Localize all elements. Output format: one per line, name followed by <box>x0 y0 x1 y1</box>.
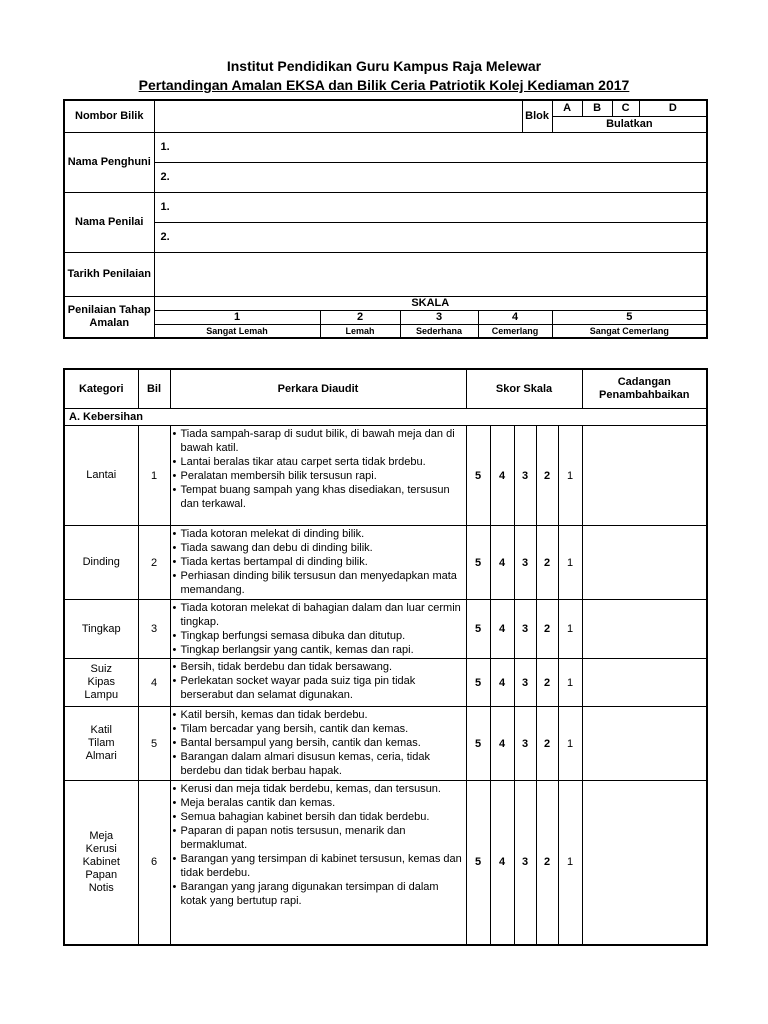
score-option-5[interactable]: 5 <box>466 526 490 600</box>
nombor-bilik-label: Nombor Bilik <box>64 100 154 132</box>
nama-penilai-label: Nama Penilai <box>64 192 154 252</box>
bil-cell: 1 <box>138 426 170 526</box>
bil-cell: 6 <box>138 781 170 945</box>
cadangan-field[interactable] <box>582 659 707 707</box>
cadangan-field[interactable] <box>582 707 707 781</box>
skor-header: Skor Skala <box>466 369 582 409</box>
table-row <box>64 707 707 781</box>
score-option-4[interactable]: 4 <box>490 707 514 781</box>
score-option-2[interactable]: 2 <box>536 426 558 526</box>
score-option-1[interactable]: 1 <box>558 707 582 781</box>
tarikh-penilaian-field[interactable] <box>154 252 707 296</box>
score-option-4[interactable]: 4 <box>490 659 514 707</box>
score-option-3[interactable]: 3 <box>514 781 536 945</box>
document-title: Institut Pendidikan Guru Kampus Raja Melewar <box>226 58 542 74</box>
block-option-c[interactable]: C <box>612 100 639 116</box>
audit-item: • Paparan di papan notis tersusun, menarik dan bermaklumat. <box>175 824 464 852</box>
scale-label-1: Sangat Lemah <box>154 324 320 338</box>
audit-items-cell <box>170 526 466 600</box>
category-cell: Katil Tilam Almari <box>64 707 138 781</box>
score-option-1[interactable]: 1 <box>558 526 582 600</box>
scale-label-5: Sangat Cemerlang <box>552 324 707 338</box>
audit-item: • Lantai beralas tikar atau carpet serta tidak brdebu. <box>175 455 464 469</box>
audit-item: • Barangan dalam almari disusun kemas, ceria, tidak berdebu dan tidak berbau hapak. <box>175 750 464 778</box>
cadangan-header: Cadangan Penambahbaikan <box>582 369 707 409</box>
block-option-a[interactable]: A <box>552 100 582 116</box>
audit-item: • Barangan yang tersimpan di kabinet tersusun, kemas dan tidak berdebu. <box>175 852 464 880</box>
score-option-2[interactable]: 2 <box>536 526 558 600</box>
audit-item: • Tiada kotoran melekat di bahagian dalam dan luar cermin tingkap. <box>175 601 464 629</box>
score-option-1[interactable]: 1 <box>558 781 582 945</box>
score-option-1[interactable]: 1 <box>558 600 582 659</box>
score-option-2[interactable]: 2 <box>536 707 558 781</box>
audit-items-cell <box>170 426 466 526</box>
audit-item: • Perlekatan socket wayar pada suiz tiga pin tidak berserabut dan selamat digunakan. <box>175 674 464 702</box>
category-cell: Suiz Kipas Lampu <box>64 659 138 707</box>
number-label: 1. <box>160 141 170 153</box>
scale-number-3: 3 <box>400 310 478 324</box>
score-option-1[interactable]: 1 <box>558 426 582 526</box>
audit-item: • Semua bahagian kabinet bersih dan tidak berdebu. <box>175 810 464 824</box>
audit-item: • Tingkap berfungsi semasa dibuka dan ditutup. <box>175 629 464 643</box>
nama-penghuni-label: Nama Penghuni <box>64 132 154 192</box>
category-cell: Dinding <box>64 526 138 600</box>
audit-item: • Kerusi dan meja tidak berdebu, kemas, dan tersusun. <box>175 782 464 796</box>
bil-cell: 3 <box>138 600 170 659</box>
score-option-5[interactable]: 5 <box>466 781 490 945</box>
audit-items-cell <box>170 659 466 707</box>
number-label: 2. <box>160 231 170 243</box>
penilaian-tahap-label: Penilaian Tahap Amalan <box>64 296 154 338</box>
header-form-table <box>63 99 708 339</box>
audit-item: • Tingkap berlangsir yang cantik, kemas dan rapi. <box>175 643 464 657</box>
block-option-b[interactable]: B <box>582 100 612 116</box>
cadangan-field[interactable] <box>582 526 707 600</box>
audit-item: • Tiada sampah-sarap di sudut bilik, di bawah meja dan di bawah katil. <box>175 427 464 455</box>
scale-label-4: Cemerlang <box>478 324 552 338</box>
score-option-3[interactable]: 3 <box>514 526 536 600</box>
score-option-5[interactable]: 5 <box>466 426 490 526</box>
audit-table <box>63 368 708 946</box>
document-subtitle: Pertandingan Amalan EKSA dan Bilik Ceria Patriotik Kolej Kediaman 2017 <box>138 77 630 93</box>
cadangan-field[interactable] <box>582 426 707 526</box>
tarikh-penilaian-label: Tarikh Penilaian <box>64 252 154 296</box>
penghuni-field-2[interactable] <box>154 162 707 192</box>
cadangan-field[interactable] <box>582 600 707 659</box>
scale-label-3: Sederhana <box>400 324 478 338</box>
scale-number-1: 1 <box>154 310 320 324</box>
block-option-d[interactable]: D <box>639 100 707 116</box>
audit-item: • Bersih, tidak berdebu dan tidak bersawang. <box>175 660 464 674</box>
number-label: 2. <box>160 171 170 183</box>
table-row <box>64 781 707 945</box>
audit-item: • Meja beralas cantik dan kemas. <box>175 796 464 810</box>
audit-item: • Peralatan membersih bilik tersusun rapi. <box>175 469 464 483</box>
score-option-4[interactable]: 4 <box>490 600 514 659</box>
bil-cell: 4 <box>138 659 170 707</box>
table-row <box>64 659 707 707</box>
score-option-3[interactable]: 3 <box>514 426 536 526</box>
score-option-4[interactable]: 4 <box>490 526 514 600</box>
audit-item: • Tiada kotoran melekat di dinding bilik. <box>175 527 464 541</box>
perkara-header: Perkara Diaudit <box>170 369 466 409</box>
bil-cell: 5 <box>138 707 170 781</box>
score-option-1[interactable]: 1 <box>558 659 582 707</box>
bil-header: Bil <box>138 369 170 409</box>
score-option-2[interactable]: 2 <box>536 659 558 707</box>
cadangan-field[interactable] <box>582 781 707 945</box>
penilai-field-2[interactable] <box>154 222 707 252</box>
audit-item: • Tilam bercadar yang bersih, cantik dan kemas. <box>175 722 464 736</box>
score-option-4[interactable]: 4 <box>490 426 514 526</box>
score-option-2[interactable]: 2 <box>536 781 558 945</box>
score-option-5[interactable]: 5 <box>466 600 490 659</box>
blok-label: Blok <box>522 100 552 132</box>
kategori-header: Kategori <box>64 369 138 409</box>
skala-label: SKALA <box>154 296 707 310</box>
table-row <box>64 526 707 600</box>
table-row <box>64 426 707 526</box>
audit-items-cell <box>170 707 466 781</box>
score-option-3[interactable]: 3 <box>514 707 536 781</box>
score-option-4[interactable]: 4 <box>490 781 514 945</box>
bil-cell: 2 <box>138 526 170 600</box>
audit-item: • Bantal bersampul yang bersih, cantik dan kemas. <box>175 736 464 750</box>
scale-number-2: 2 <box>320 310 400 324</box>
score-option-2[interactable]: 2 <box>536 600 558 659</box>
score-option-5[interactable]: 5 <box>466 659 490 707</box>
score-option-3[interactable]: 3 <box>514 659 536 707</box>
section-heading: A. Kebersihan <box>64 409 707 426</box>
number-label: 1. <box>160 201 170 213</box>
table-row <box>64 600 707 659</box>
audit-item: • Tiada sawang dan debu di dinding bilik. <box>175 541 464 555</box>
nombor-bilik-field[interactable] <box>154 100 522 132</box>
audit-item: • Barangan yang jarang digunakan tersimpan di dalam kotak yang bertutup rapi. <box>175 880 464 908</box>
audit-item: • Tiada kertas bertampal di dinding bilik. <box>175 555 464 569</box>
category-cell: Meja Kerusi Kabinet Papan Notis <box>64 781 138 945</box>
audit-items-cell <box>170 781 466 945</box>
score-option-5[interactable]: 5 <box>466 707 490 781</box>
category-cell: Lantai <box>64 426 138 526</box>
penghuni-field-1[interactable] <box>154 132 707 162</box>
penilai-field-1[interactable] <box>154 192 707 222</box>
audit-items-cell <box>170 600 466 659</box>
audit-item: • Katil bersih, kemas dan tidak berdebu. <box>175 708 464 722</box>
scale-number-5: 5 <box>552 310 707 324</box>
category-cell: Tingkap <box>64 600 138 659</box>
bulatkan-label: Bulatkan <box>552 116 707 132</box>
audit-item: • Tempat buang sampah yang khas disediakan, tersusun dan terkawal. <box>175 483 464 511</box>
score-option-3[interactable]: 3 <box>514 600 536 659</box>
audit-item: • Perhiasan dinding bilik tersusun dan menyedapkan mata memandang. <box>175 569 464 597</box>
scale-label-2: Lemah <box>320 324 400 338</box>
scale-number-4: 4 <box>478 310 552 324</box>
